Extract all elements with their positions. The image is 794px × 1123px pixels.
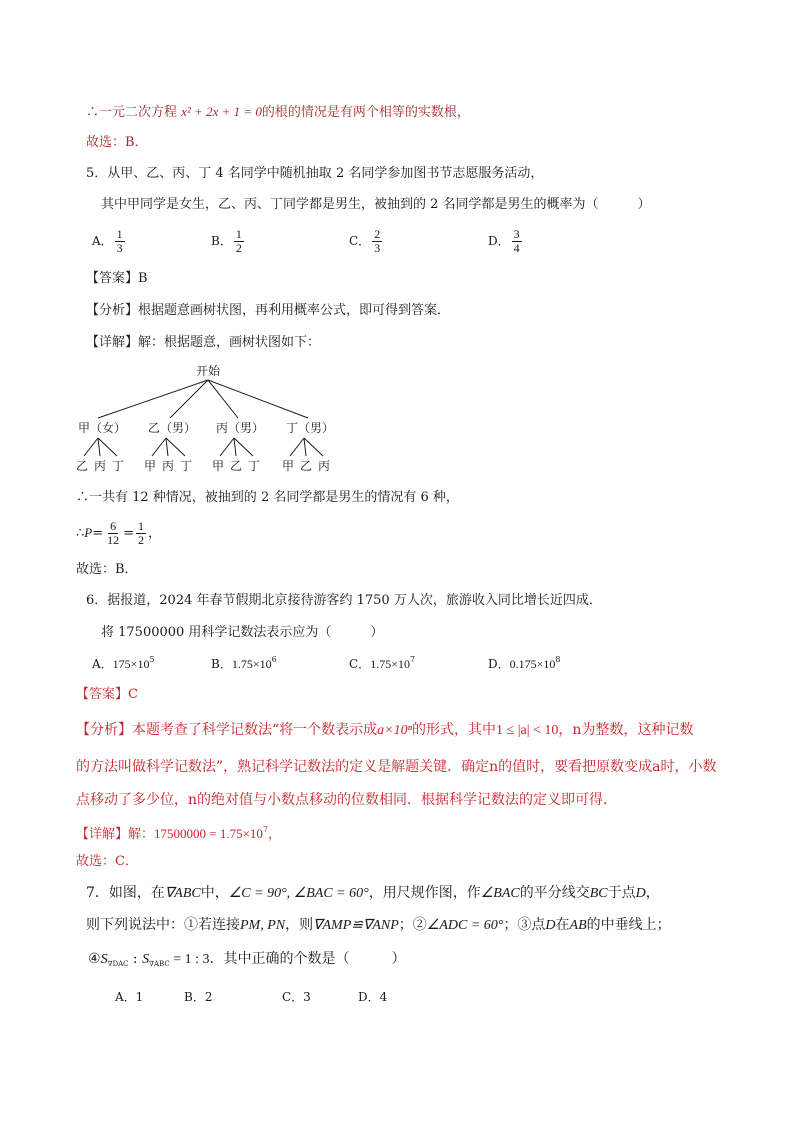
tree-leaf: 乙 [76,459,89,473]
q7-text: 在 [555,917,570,933]
q7-text: 的平分线交 [519,885,590,901]
q7-math: PM, PN [240,918,286,933]
fraction-numerator: 6 [110,519,117,533]
q7-math: S [142,952,150,967]
q6-analysis-line1 [76,721,693,740]
subscript: ∇ABC [149,960,170,968]
q5-option-d [488,228,524,255]
q7-math: : [128,951,143,967]
q5-stem-line2: 其中甲同学是女生，乙、丙、丁同学都是男生，被抽到的 2 名同学都是男生的概率为（ ） [101,197,651,212]
fraction [234,228,244,255]
tree-leaf: 丙 [318,459,331,473]
q7-math: AB [569,918,587,933]
fraction-numerator: 1 [235,227,242,241]
fraction-numerator: 3 [513,227,520,241]
exponent: 7 [409,655,416,664]
q5-analysis: 【分析】根据题意画树状图，再利用概率公式，即可得到答案． [86,303,451,318]
punctuation: ， [148,526,162,541]
q7-text: 于点 [607,885,636,901]
q5-stem-line1: 5．从甲、乙、丙、丁 4 名同学中随机抽取 2 名同学参加图书节志愿服务活动， [86,166,544,181]
q7-math: D [635,886,646,901]
fraction [136,520,146,547]
analysis-math: 1 ≤ |a| < 10 [496,723,559,738]
q7-math: ∇AMP≌∇ANP [313,918,399,933]
analysis-text: 的形式，其中 [412,722,497,738]
q4-choice: 故选：B． [86,135,148,150]
tree-leaf: 丁 [112,459,125,473]
fraction [105,520,121,547]
exponent: 6 [271,655,277,664]
equals-sign: = [92,526,104,541]
tree-edge [304,438,306,456]
option-letter: A． [92,657,113,671]
q6-detail [76,821,281,844]
fraction-denominator: 12 [107,533,120,547]
tree-leaf: 甲 [212,459,225,473]
q7-text: 的中垂线上； [586,917,671,933]
q7-option-b: B．2 [184,990,213,1004]
q7-math: = 1 : 3 [169,952,210,967]
exponent: 8 [555,655,561,664]
q4-conclusion [86,103,470,122]
option-value: 1.75×10 [370,657,410,671]
tree-leaf: 丁 [180,459,193,473]
tree-leaf: 甲 [282,459,295,473]
q5-probability [76,518,161,549]
tree-leaf: 乙 [300,459,313,473]
tree-edge [304,438,323,456]
q7-math: S [100,952,108,967]
q6-option-d [488,655,561,672]
q4-conclusion-suffix: 的根的情况是有两个相等的实数根， [261,105,470,120]
probability-tree-diagram [70,360,360,475]
q7-math: BC [589,886,608,901]
q7-math: ∠C = 90°, ∠BAC = 60° [228,886,369,901]
q7-text: ④ [88,951,101,967]
q7-text: ，用尺规作图，作 [368,885,481,901]
therefore-symbol: ∴ [76,526,85,541]
q4-equation: x² + 2x + 1 = 0 [181,104,262,119]
q6-analysis-line3: 点移动了多少位，n的绝对值与小数点移动的位数相同．根据科学记数法的定义即可得． [76,792,618,808]
fraction [512,228,522,255]
tree-root: 开始 [196,364,221,378]
analysis-text: ，n为整数，这种记数 [558,722,694,738]
fraction-numerator: 1 [138,519,145,533]
fraction-denominator: 4 [513,241,520,255]
q6-choice: 故选：C． [76,854,138,869]
q7-math: ∇ABC [164,886,201,901]
q7-math: ∠BAC [480,886,520,901]
tree-leaf: 乙 [230,459,243,473]
fraction-denominator: 2 [235,241,242,255]
q7-line1 [86,884,660,903]
tree-edge [98,438,100,456]
q6-option-b [211,655,277,672]
q6-option-c [349,655,415,672]
exponent: 7 [262,825,269,834]
fraction [115,228,125,255]
q6-answer: 【答案】C [76,687,138,702]
tree-edge [220,438,234,456]
tree-edge [152,438,166,456]
q5-option-c [349,228,384,255]
q7-text: ；③点 [503,917,546,933]
q5-choice: 故选：B． [76,562,138,577]
tree-branch-label: 丁（男） [286,421,335,435]
tree-edge [98,438,117,456]
option-letter: C． [349,234,371,248]
q7-text: ，则 [285,917,314,933]
tree-edge [84,438,98,456]
option-letter: D． [488,234,510,248]
q7-text: ．其中正确的个数是（ ） [209,951,406,967]
analysis-text: 【分析】本题考查了科学记数法“将一个数表示成 [76,722,378,738]
fraction-denominator: 2 [138,533,145,547]
q7-line3 [88,950,405,973]
q7-text: 中， [200,885,229,901]
fraction-denominator: 3 [116,241,123,255]
option-letter: B． [211,234,232,248]
q7-math: ∠ADC = 60° [426,918,504,933]
detail-label: 【详解】解： [76,827,155,842]
q5-detail: 【详解】解：根据题意，画树状图如下： [86,335,321,350]
tree-edge [166,438,185,456]
equals-sign: = [123,526,135,541]
q7-option-a: A．1 [115,990,144,1004]
option-letter: B． [211,657,232,671]
q7-option-d: D．4 [358,990,388,1004]
q5-option-b [211,228,246,255]
fraction [372,228,382,255]
q6-option-a [92,655,155,672]
q6-analysis-line2: 的方法叫做科学记数法”，熟记科学记数法的定义是解题关键．确定n的值时，要看把原数变成a时，小数 [76,759,717,775]
tree-edge [170,380,208,418]
q7-text: 则下列说法中：①若连接 [86,917,240,933]
q7-text: ；② [398,917,427,933]
analysis-math: a×10ⁿ [377,723,413,738]
fraction-numerator: 2 [374,227,381,241]
tree-edge [290,438,304,456]
q6-stem-line2: 将 17500000 用科学记数法表示应为（ ） [101,625,384,640]
detail-equation: 17500000 = 1.75×10 [154,826,263,841]
q7-text: ， [645,885,660,901]
q7-math: D [545,918,556,933]
option-letter: C． [349,657,371,671]
tree-edge [166,438,168,456]
q4-conclusion-prefix: ∴一元二次方程 [86,105,182,120]
q6-stem-line1: 6．据报道，2024 年春节假期北京接待游客约 1750 万人次，旅游收入同比增长近四成． [86,593,602,608]
tree-leaf: 丁 [248,459,261,473]
option-value: 0.175×10 [509,657,556,671]
option-value: 1.75×10 [231,657,272,671]
option-letter: D． [488,657,510,671]
q5-answer: 【答案】B [86,271,148,286]
fraction-denominator: 3 [374,241,381,255]
tree-edge [234,438,253,456]
tree-edge [98,380,208,418]
tree-branch-label: 丙（男） [216,421,265,435]
option-value: 175×10 [112,657,150,671]
punctuation: ， [268,827,282,842]
tree-branch-label: 甲（女） [78,421,127,435]
tree-leaf: 丙 [162,459,175,473]
q7-text: 7．如图，在 [86,885,165,901]
q5-option-a [92,228,127,255]
q5-count-line: ∴一共有 12 种情况，被抽到的 2 名同学都是男生的情况有 6 种， [76,490,459,505]
subscript: ∇DAC [107,960,129,968]
tree-leaf: 甲 [144,459,157,473]
tree-edge [234,438,236,456]
tree-branch-label: 乙（男） [148,421,197,435]
option-letter: A． [92,234,113,248]
q7-option-c: C．3 [282,990,311,1004]
exponent: 5 [149,655,155,664]
prob-variable: P [84,525,93,540]
tree-leaf: 丙 [94,459,107,473]
q7-line2 [86,916,671,935]
fraction-numerator: 1 [116,227,123,241]
